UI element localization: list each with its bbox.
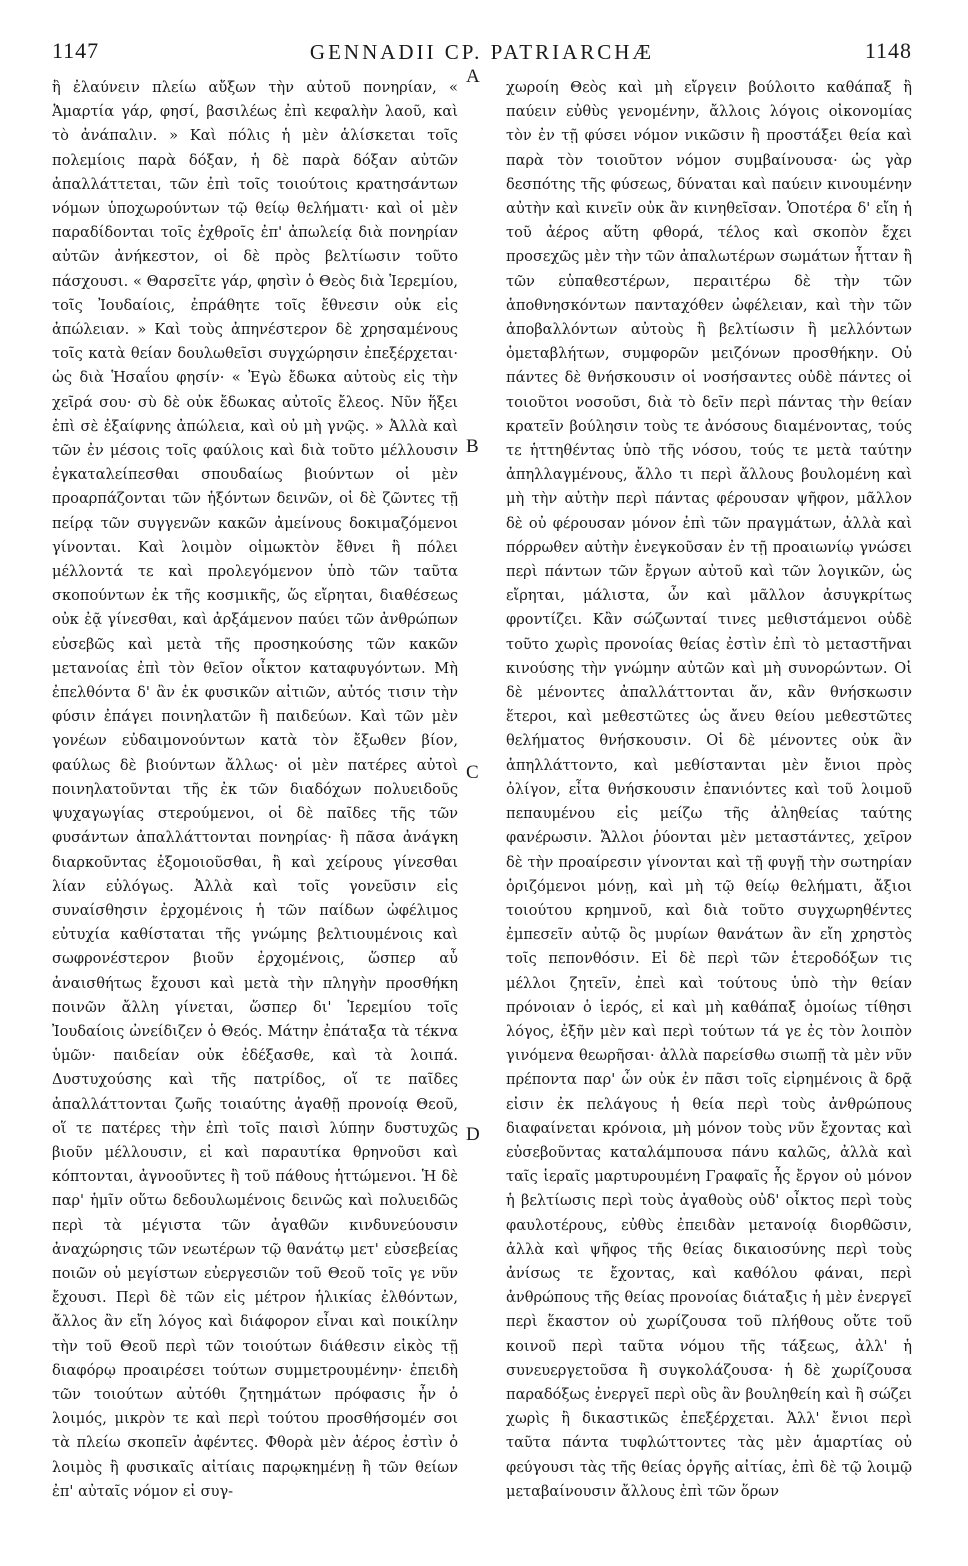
left-column xyxy=(52,76,458,1546)
margin-marker-b: B xyxy=(466,436,479,457)
margin-marker-d: D xyxy=(466,1124,480,1145)
running-title: GENNADII CP. PATRIARCHÆ xyxy=(309,40,655,64)
right-column-number: 1148 xyxy=(864,38,912,63)
margin-marker-c: C xyxy=(466,762,479,783)
left-column-text: ἢ ἐλαύνειν πλείω αὔξων τὴν αὐτοῦ πονηρίαν, « Ἁμαρτία γάρ, φησί, βασιλέως ἐπὶ κεφαλὴν λαοῦ, καὶ τὸ ἀνάπαλιν. » Καὶ πόλις ἡ μὲν ἁλίσκεται τοῖς πολεμίοις παρὰ δόξαν, ἡ δὲ παρὰ δόξαν αὐτῶν ἀπαλλάττεται, τῶν ἐπὶ τοῖς τοιούτοις κρατησάντων νόμων ὑποχωρούντων τῷ θείῳ θελήματι· καὶ οἱ μὲν παραδίδονται τοῖς ἐχθροῖς ἐπ' ἀπωλείᾳ διὰ πονηρίαν αὐτῶν ἀνήκεστον, οἱ δὲ πρὸς βελτίωσιν τοῦτο πάσχουσι. « Θαρσεῖτε γάρ, φησὶν ὁ Θεὸς διὰ Ἱερεμίου, τοῖς Ἰουδαίοις, ἐπράθητε τοῖς ἔθνεσιν οὐκ εἰς ἀπώλειαν. » Καὶ τοὺς ἀπηνέστερον δὲ χρησαμένους τοῖς κατὰ θείαν δουλωθεῖσι συγχώρησιν ἐπεξέρχεται· ὡς διὰ Ἡσαΐου φησίν· « Ἐγὼ ἔδωκα αὐτοὺς εἰς τὴν χεῖρά σου· σὺ δὲ οὐκ ἔδωκας αὐτοῖς ἔλεος. Νῦν ἥξει ἐπὶ σὲ ἐξαίφνης ἀπώλεια, καὶ οὐ μὴ γνῷς. » Ἀλλὰ καὶ τῶν ἐν μέσοις τοῖς φαύλοις καὶ διὰ τοῦτο μέλλουσιν ἐγκαταλείπεσθαι σπουδαίως βιούντων οἱ μὲν προαρπάζονται τῶν ἡξόντων δεινῶν, οἱ δὲ ζῶντες τῇ πείρᾳ τῶν συγγενῶν κακῶν ἀμείνους δοκιμαζόμενοι γίνονται. Καὶ λοιμὸν οἰμωκτὸν ἔθνει ἢ πόλει μέλλοντά τε καὶ προλεγόμενον ὑπὸ τῶν ταῦτα σκοπούντων ἐκ τῆς κοσμικῆς, ὥς εἴρηται, διαθέσεως οὐκ ἐᾷ γίνεσθαι, καὶ ἀρξάμενον παύει τῶν ἀνθρώπων εὐσεβῶς καὶ μετὰ τῆς προσηκούσης τῶν κακῶν μετανοίας ἐπὶ τὸν θεῖον οἶκτον καταφυγόντων. Μὴ ἐπελθόντα δ' ἂν ἐκ φυσικῶν αἰτιῶν, αὐτός τισιν τὴν φύσιν ἐπάγει ποινηλατῶν ἢ παιδεύων. Καὶ τῶν μὲν γονέων εὐδαιμονούντων κατὰ τὸν ἔξωθεν βίον, φαύλως δὲ βιούντων ἄλλως· οἱ μὲν πατέρες αὐτοὶ ποινηλατοῦνται τῆς ἐκ τῶν διαδόχων πολυειδοῦς ψυχαγωγίας στερούμενοι, οἱ δὲ παῖδες τῆς τῶν φυσάντων ἀπαλλάττονται πονηρίας· ἢ πᾶσα ἀνάγκη διαρκοῦντας ἐξομοιοῦσθαι, ἢ καὶ χείρους γίνεσθαι λίαν εὐλόγως. Ἀλλὰ καὶ τοῖς γονεῦσιν εἰς συναίσθησιν ἐρχομένοις ἡ τῶν παίδων ὠφέλιμος εὐτυχία καθίσταται τῆς γνώμης βελτιουμένοις καὶ σωφρονέστερον βιοῦν ἐρχομένοις, ὥσπερ αὖ ἀναισθήτως ἔχουσι καὶ μετὰ τὴν πληγὴν προσθήκη ποινῶν ἄλλη γίνεται, ὥσπερ δι' Ἱερεμίου τοῖς Ἰουδαίοις ὠνείδιζεν ὁ Θεός. Μάτην ἐπάταξα τὰ τέκνα ὑμῶν· παιδείαν οὐκ ἐδέξασθε, καὶ τὰ λοιπά. Δυστυχούσης καὶ τῆς πατρίδος, οἵ τε παῖδες ἀπαλλάττονται ζωῆς τοιαύτης ἀγαθῇ προνοίᾳ Θεοῦ, οἵ τε πατέρες τὴν ἐπὶ τοῖς παισὶ λύπην δυστυχῶς βιοῦν μέλλουσιν, εἰ καὶ παραυτίκα θρηνοῦσι καὶ κόπτονται, ἀγνοοῦντες ἢ τοῦ πάθους ἡττώμενοι. Ἡ δὲ παρ' ἡμῖν οὕτω δεδουλωμένοις δεινῶς καὶ πολυειδῶς περὶ τὰ μέγιστα τῶν ἀγαθῶν κινδυνεύουσιν ἀναχώρησις τῶν νεωτέρων τῷ θανάτῳ μετ' εὐσεβείας ποιῶν οὐ μεγίστων εὐεργεσιῶν τοῦ Θεοῦ τοῖς γε νῦν ἔχουσι. Περὶ δὲ τῶν εἰς μέτρον ἡλικίας ἐλθόντων, ἄλλος ἂν εἴη λόγος καὶ διάφορον εἶναι καὶ ποικίλην τὴν τοῦ Θεοῦ περὶ τῶν τοιούτων διάθεσιν εἰκὸς τῇ διαφόρῳ προαιρέσει τούτων συμμετρουμένην· ἐπειδὴ τῶν τοιούτων αὐτόθι ζητημάτων πρόφασις ἦν ὁ λοιμός, μικρὸν τε καὶ περὶ τούτου προσθήσομέν σοι τὰ πλείω σκοπεῖν ἀφέντες. Φθορὰ μὲν ἀέρος ἐστὶν ὁ λοιμὸς ἢ φυσικαῖς αἰτίαις παρῳκημένῃ ἢ τῶν θείων ἐπ' αὐταῖς νόμον εἰ συγ- xyxy=(52,79,458,1500)
margin-marker-a: A xyxy=(466,66,480,87)
left-column-number: 1147 xyxy=(52,38,100,63)
page-header xyxy=(52,38,912,68)
right-column xyxy=(506,76,912,1546)
right-column-text: χωροίη Θεὸς καὶ μὴ εἴργειν βούλοιτο καθάπαξ ἢ παύειν εὐθὺς γενομένην, ἄλλοις λόγοις οἰκονομίας τὸν ἐν τῇ φύσει νόμον νικῶσιν ἢ προστάξει θεία καὶ παρὰ τὸν τοιοῦτον νόμον συμβαίνουσα· ὡς γὰρ δεσπότης τῆς φύσεως, δύναται καὶ παύειν κινουμένην αὐτὴν καὶ κινεῖν οὐκ ἂν κινηθεῖσαν. Ὁποτέρα δ' εἴη ἡ τοῦ ἀέρος αὕτη φθορά, τέλος καὶ σκοπὸν ἔχει προσεχῶς μὲν τὴν τῶν ἀπαλωτέρων σωμάτων ἧτταν ἢ τῶν εὐπαθεστέρων, περαιτέρω δὲ τὴν τῶν ἀποθνησκόντων πανταχόθεν ὠφέλειαν, καὶ τὴν τῶν ἀποβαλλόντων αὐτοὺς ἢ βελτίωσιν ἢ μελλόντων ὁμεταβλήτων, συμφορῶν μειζόνων προσθήκην. Οὐ πάντες δὲ θνήσκουσιν οἱ νοσήσαντες οὐδὲ πάντες οἱ τοιοῦτοι νοσοῦσι, διὰ τὸ δεῖν περὶ πάντας τὴν θείαν κρατεῖν βούλησιν τοὺς τε ἀνόσους διαμένοντας, τούς τε ἡττηθέντας ὑπὸ τῆς νόσου, τούς τε μετὰ ταύτην ἀπηλλαγμένους, ἄλλο τι περὶ ἄλλους βουλομένη καὶ μὴ τὴν αὐτὴν περὶ πάντας φέρουσαν ψῆφον, μᾶλλον δὲ οὐ φέρουσαν μόνον ἐπὶ τῶν πραγμάτων, ἀλλὰ καὶ πόρρωθεν αὐτὴν ἐνεγκοῦσαν ἐν τῇ προαιωνίῳ γνώσει περὶ πάντων τῶν ἔργων αὐτοῦ καὶ τῶν λογικῶν, ὡς εἴρηται, μάλιστα, ὧν καὶ μᾶλλον ἀσυγκρίτως φροντίζει. Κἂν σώζωνταί τινες μεθιστάμενοι οὐδὲ τοῦτο χωρὶς προνοίας θείας ἐστὶν ἐπὶ τὸ μεταστῆναι κινούσης τὴν γνώμην αὐτῶν καὶ μὴ συνορώντων. Οἱ δὲ μένοντες ἀπαλλάττονται ἄν, κἂν θνήσκωσιν ἕτεροι, καὶ μεθεστῶτες ὡς ἄνευ θείου μεθεστῶτες θελήματος θνήσκουσιν. Οἱ δὲ μένοντες οὐκ ἂν ἀπηλλάττοντο, καὶ μεθίστανται μὲν ἔνιοι πρὸς ὀλίγον, εἶτα θνήσκουσιν ἐπανιόντες καὶ τοῦ λοιμοῦ πεπαυμένου εἰς μείζω τῆς ἀληθείας ταύτης φανέρωσιν. Ἄλλοι ῥύονται μὲν μεταστάντες, χεῖρον δὲ τὴν προαίρεσιν γίνονται καὶ τῇ φυγῇ τὴν σωτηρίαν ὁριζόμενοι μόνῃ, καὶ μὴ τῷ θείῳ θελήματι, ἄξιοι τοιούτου κρημνοῦ, καὶ διὰ τοῦτο συγχωρηθέντες ἐμπεσεῖν αὐτῷ ὃς μυρίων θανάτων ἂν εἴη χρηστὸς τοῖς πεπονθόσιν. Εἰ δὲ περὶ τῶν ἑτεροδόξων τις μέλλοι ζητεῖν, ἐπεὶ καὶ τούτους ὑπὸ τὴν θείαν πρόνοιαν ὁ ἱερός, εἰ καὶ μὴ καθάπαξ ὁμοίως τίθησι λόγος, ἐξῆν μὲν καὶ περὶ τούτων τά γε ἐς τὸν λοιπὸν γινόμενα θεωρῆσαι· ἀλλὰ παρείσθω σιωπῇ τὰ μὲν νῦν πρέποντα παρ' ὧν οὐκ ἐν πᾶσι τοῖς εἰρημένοις ἂ δρᾷ εἰσιν ἐκ πελάγους ἡ θεία περὶ τοὺς ἀνθρώπους διαφαίνεται κρόνοια, μὴ μόνον τοὺς νῦν ἔχοντας καὶ εὐσεβοῦντας καταλάμπουσα πάνυ καλῶς, ἀλλὰ καὶ ταῖς ἱεραῖς μαρτυρουμένη Γραφαῖς ἧς ἔργον οὐ μόνον ἡ βελτίωσις περὶ τοὺς ἀγαθοὺς οὐδ' οἶκτος περὶ τοὺς φαυλοτέρους, εὐθὺς ἐπειδὰν μετανοίᾳ διορθῶσιν, ἀλλὰ καὶ ψῆφος τῆς θείας δικαιοσύνης περὶ τοὺς ἀνίσως τε ἔχοντας, καὶ καθόλου φάναι, περὶ ἀνθρώπους τῆς θείας προνοίας διάταξις ἡ μὲν ἐνεργεῖ περὶ ἕκαστον οὐ χωρίζουσα τοῦ πλήθους οὔτε τοῦ κοινοῦ περὶ ταῦτα νόμου τῆς τάξεως, ἀλλ' ἡ συνευεργετοῦσα ἢ συγκολάζουσα· ἡ δὲ χωρίζουσα παραδόξως ἐνεργεῖ περὶ οὓς ἂν βουληθείη καὶ ἢ σώζει χωρὶς ἢ δικαστικῶς ἐπεξέρχεται. Ἀλλ' ἔνιοι περὶ ταῦτα πάντα τυφλώττοντες τὰς μὲν ἁμαρτίας οὐ φεύγουσι τὰς τῆς θείας ὀργῆς αἰτίας, ἐπὶ δὲ τῷ λοιμῷ μεταβαίνουσιν ἄλλους ἐπὶ τῶν ὅρων xyxy=(506,79,912,1500)
